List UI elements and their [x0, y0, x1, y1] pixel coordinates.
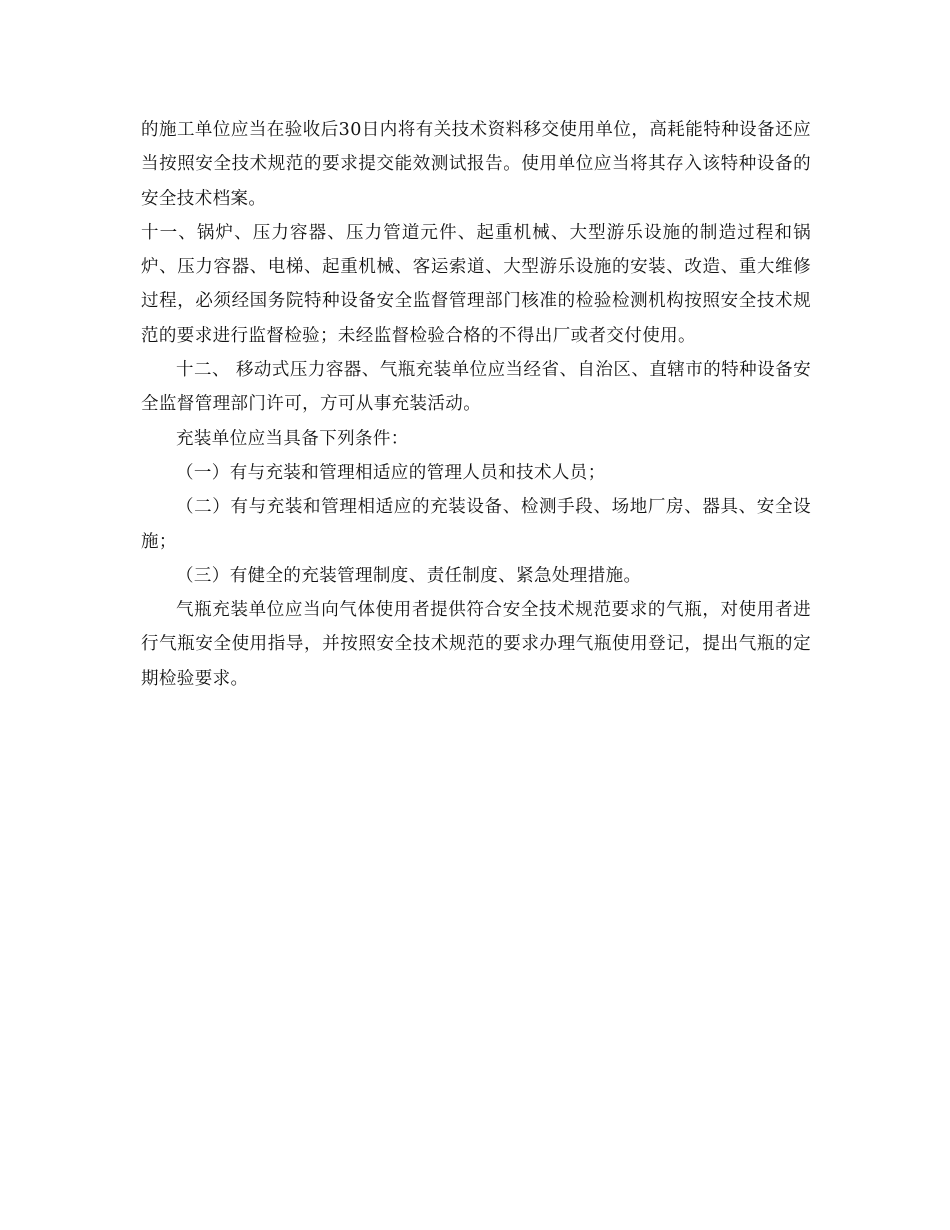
list-item-condition-2: （二）有与充装和管理相适应的充装设备、检测手段、场地厂房、器具、安全设施； — [141, 497, 811, 552]
paragraph-article-11: 十一、锅炉、压力容器、压力管道元件、起重机械、大型游乐设施的制造过程和锅炉、压力容器、电梯、起重机械、客运索道、大型游乐设施的安装、改造、重大维修过程，必须经国务院特种设备安全监督管理部门核准的检验检测机构按照安全技术规范的要求进行监督检验；未经监督检验合格的不得出厂或者交付使用。 — [141, 222, 811, 346]
list-item-condition-1: （一）有与充装和管理相适应的管理人员和技术人员； — [176, 462, 606, 483]
paragraph-continuation: 的施工单位应当在验收后30日内将有关技术资料移交使用单位，高耗能特种设备还应当按照安全技术规范的要求提交能效测试报告。使用单位应当将其存入该特种设备的安全技术档案。 — [141, 120, 811, 209]
paragraph-article-12: 十二、 移动式压力容器、气瓶充装单位应当经省、自治区、直辖市的特种设备安全监督管理部门许可，方可从事充装活动。 — [141, 360, 811, 415]
paragraph-conditions-intro: 充装单位应当具备下列条件： — [176, 428, 409, 449]
paragraph-cylinder-duty: 气瓶充装单位应当向气体使用者提供符合安全技术规范要求的气瓶，对使用者进行气瓶安全使用指导，并按照安全技术规范的要求办理气瓶使用登记，提出气瓶的定期检验要求。 — [141, 600, 811, 689]
list-item-condition-3: （三）有健全的充装管理制度、责任制度、紧急处理措施。 — [176, 565, 642, 586]
document-body — [141, 113, 811, 696]
